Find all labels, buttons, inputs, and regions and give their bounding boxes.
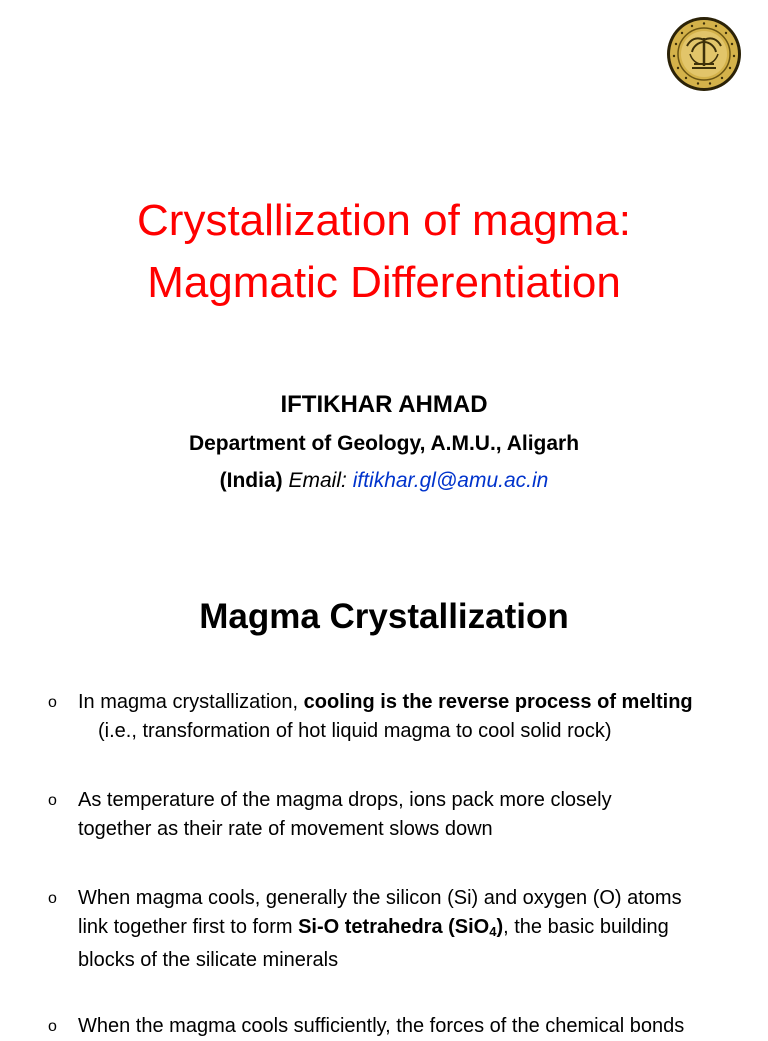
email-label: Email: xyxy=(288,469,347,492)
bullet-line: link together first to form Si-O tetrahedra (SiO$_4$), the basic building xyxy=(78,916,669,939)
bullet-marker-icon: o xyxy=(48,1018,57,1035)
university-seal-icon xyxy=(666,16,742,92)
bullet-line: (i.e., transformation of hot liquid magma to cool solid rock) xyxy=(98,720,612,742)
author-name: IFTIKHAR AHMAD xyxy=(280,391,488,418)
bullet-line: When the magma cools sufficiently, the forces of the chemical bonds xyxy=(78,1015,685,1037)
author-contact xyxy=(0,469,768,493)
email-link[interactable]: iftikhar.gl@amu.ac.in xyxy=(352,469,549,492)
author-department: Department of Geology, A.M.U., Aligarh xyxy=(188,432,580,455)
author-country: (India) xyxy=(219,469,283,492)
bullet-marker-icon: o xyxy=(48,890,57,907)
title-line-1: Crystallization of magma: xyxy=(137,196,631,245)
bullet-line: When magma cools, generally the silicon (Si) and oxygen (O) atoms xyxy=(78,887,682,909)
bullet-line: blocks of the silicate minerals xyxy=(78,949,339,971)
section-heading: Magma Crystallization xyxy=(199,597,569,636)
bullet-line: In magma crystallization, cooling is the reverse process of melting xyxy=(78,691,693,713)
bullet-marker-icon: o xyxy=(48,792,57,809)
bullet-line: As temperature of the magma drops, ions pack more closely xyxy=(78,789,612,811)
title-line-2: Magmatic Differentiation xyxy=(147,258,621,307)
bullet-marker-icon: o xyxy=(48,694,57,711)
bullet-line: together as their rate of movement slows down xyxy=(78,818,493,840)
